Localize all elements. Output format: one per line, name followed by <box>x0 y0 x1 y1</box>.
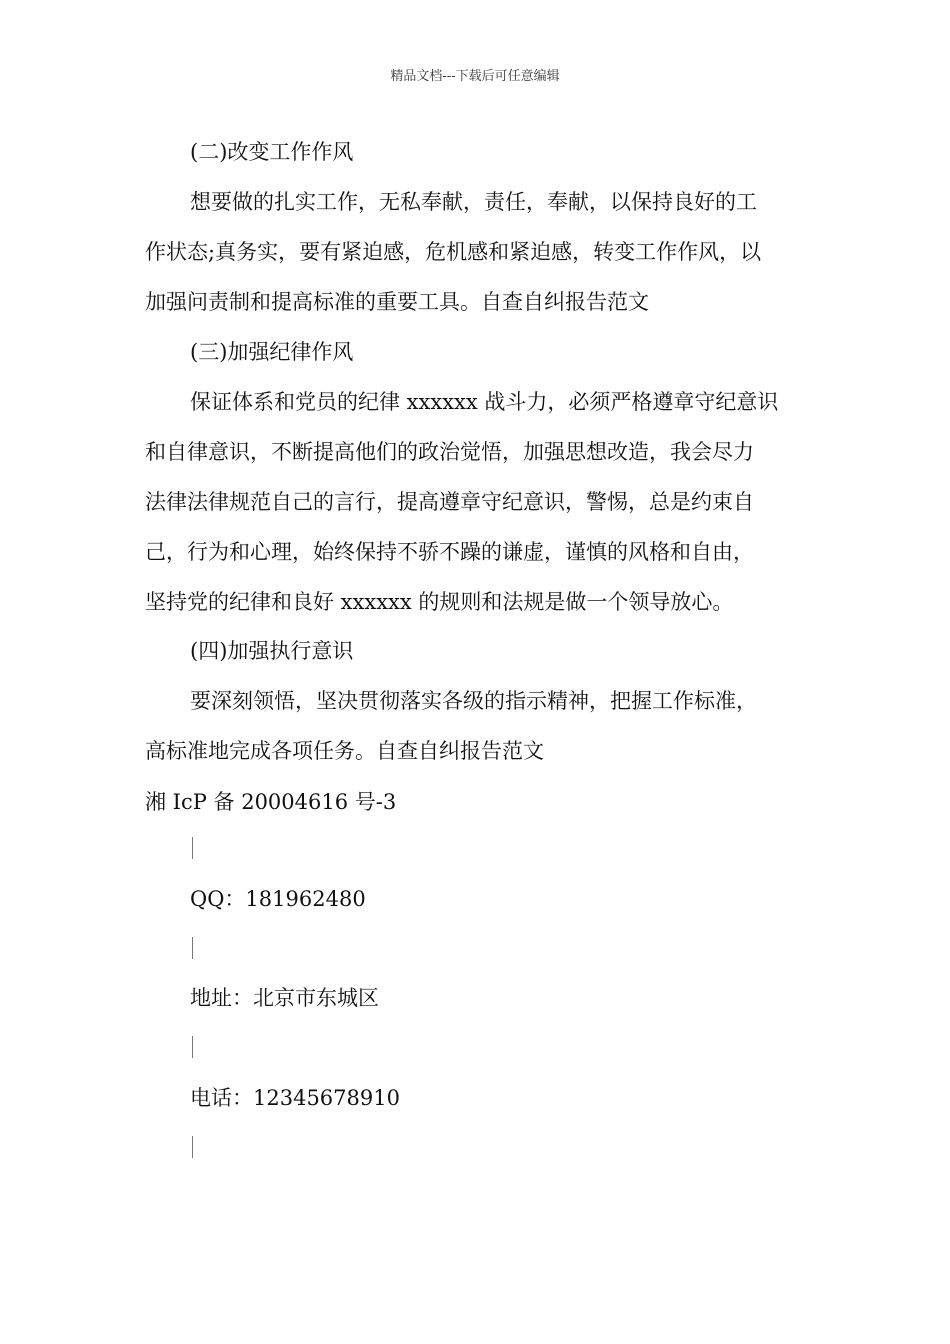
separator <box>192 1136 193 1158</box>
paragraph-line: 想要做的扎实工作，无私奉献，责任，奉献，以保持良好的工 <box>190 190 757 214</box>
paragraph-line: 和自律意识，不断提高他们的政治觉悟，加强思想改造，我会尽力 <box>145 440 754 464</box>
paragraph-line: 高标准地完成各项任务。自查自纠报告范文 <box>145 739 544 763</box>
section-heading-4: (四)加强执行意识 <box>190 639 354 663</box>
section-heading-2: (二)改变工作作风 <box>190 140 354 164</box>
qq-contact: QQ：181962480 <box>190 887 366 911</box>
paragraph-line: 保证体系和党员的纪律 xxxxxx 战斗力，必须严格遵章守纪意识 <box>190 390 779 414</box>
icp-number: 湘 IcP 备 20004616 号-3 <box>145 790 397 814</box>
paragraph-line: 法律法律规范自己的言行，提高遵章守纪意识，警惕，总是约束自 <box>145 490 754 514</box>
separator <box>192 937 193 959</box>
paragraph-line: 加强问责制和提高标准的重要工具。自查自纠报告范文 <box>145 290 649 314</box>
paragraph-line: 要深刻领悟，坚决贯彻落实各级的指示精神，把握工作标准， <box>190 689 757 713</box>
separator <box>192 1036 193 1058</box>
page-header: 精品文档---下载后可任意编辑 <box>390 69 560 84</box>
paragraph-line: 作状态;真务实，要有紧迫感，危机感和紧迫感，转变工作作风，以 <box>145 240 762 264</box>
paragraph-line: 坚持党的纪律和良好 xxxxxx 的规则和法规是做一个领导放心。 <box>145 590 734 614</box>
phone: 电话：12345678910 <box>190 1086 400 1110</box>
paragraph-line: 己，行为和心理，始终保持不骄不躁的谦虚，谨慎的风格和自由， <box>145 540 754 564</box>
address: 地址：北京市东城区 <box>190 986 379 1010</box>
section-heading-3: (三)加强纪律作风 <box>190 340 354 364</box>
separator <box>192 837 193 859</box>
